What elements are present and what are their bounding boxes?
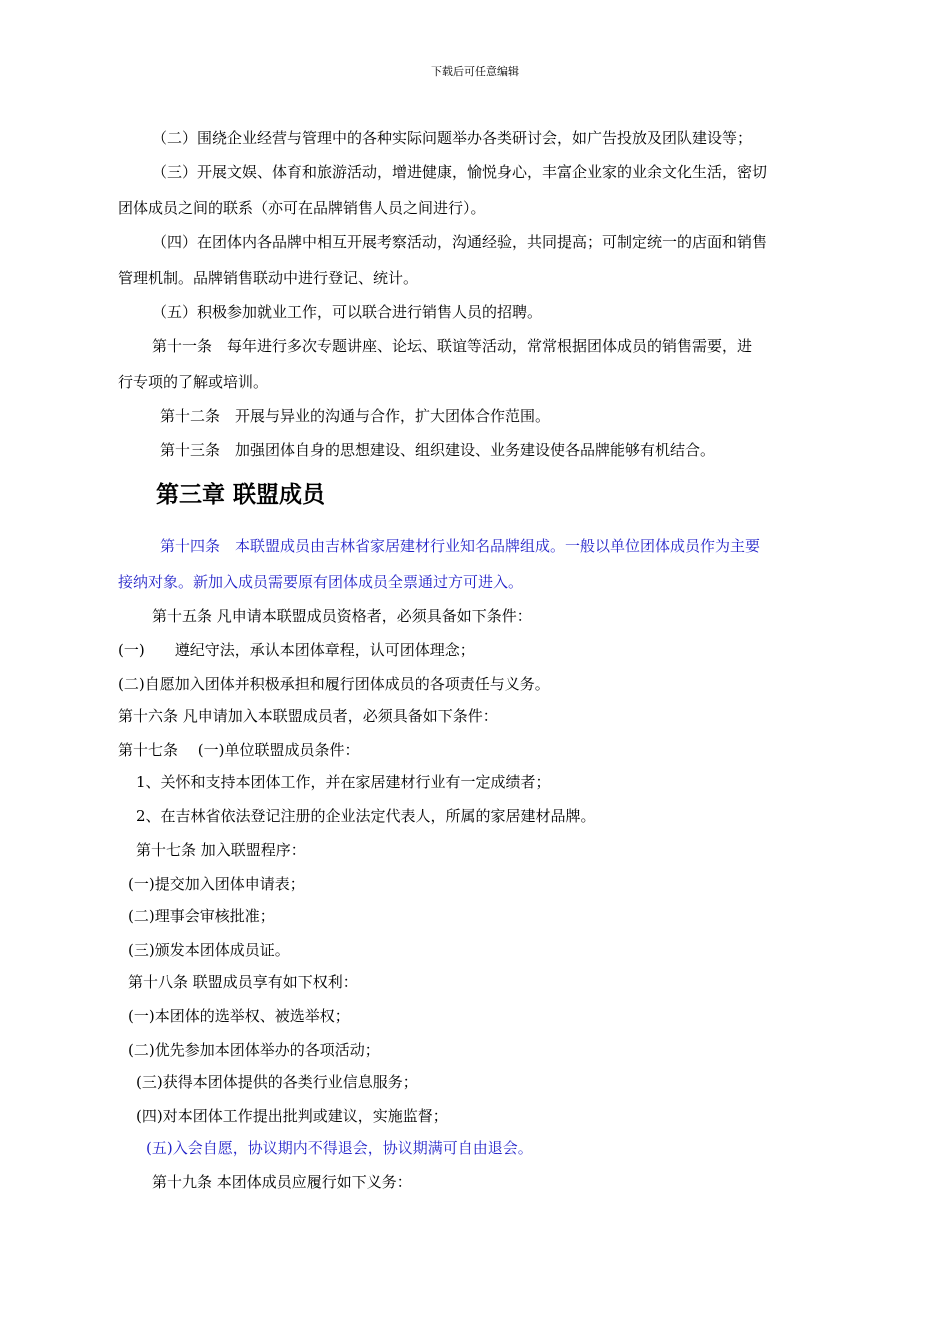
- paragraph-line: 2、在吉林省依法登记注册的企业法定代表人，所属的家居建材品牌。: [136, 807, 596, 825]
- paragraph-line: 1、关怀和支持本团体工作，并在家居建材行业有一定成绩者；: [136, 773, 551, 791]
- paragraph-line: 第十九条 本团体成员应履行如下义务：: [152, 1173, 412, 1191]
- paragraph-line: (五)入会自愿，协议期内不得退会，协议期满可自由退会。: [146, 1139, 533, 1157]
- paragraph-line: 第十二条 开展与异业的沟通与合作，扩大团体合作范围。: [160, 407, 551, 425]
- chapter-heading: 第三章 联盟成员: [156, 482, 326, 508]
- paragraph-line: 第十七条 加入联盟程序：: [136, 841, 306, 859]
- paragraph-line: (二)优先参加本团体举办的各项活动；: [128, 1041, 380, 1059]
- paragraph-line: 接纳对象。新加入成员需要原有团体成员全票通过方可进入。: [118, 573, 524, 591]
- paragraph-line: (一) 遵纪守法，承认本团体章程，认可团体理念；: [118, 641, 475, 659]
- paragraph-line: 第十四条 本联盟成员由吉林省家居建材行业知名品牌组成。一般以单位团体成员作为主要: [160, 537, 761, 555]
- page-header: 下载后可任意编辑: [431, 65, 519, 78]
- paragraph-line: 第十三条 加强团体自身的思想建设、组织建设、业务建设使各品牌能够有机结合。: [160, 441, 716, 459]
- paragraph-line: 第十七条 (一)单位联盟成员条件：: [118, 741, 360, 759]
- paragraph-line: (二)理事会审核批准；: [128, 907, 275, 925]
- paragraph-line: （五）积极参加就业工作，可以联合进行销售人员的招聘。: [152, 303, 543, 321]
- paragraph-line: (三)获得本团体提供的各类行业信息服务；: [136, 1073, 418, 1091]
- paragraph-line: 行专项的了解或培训。: [118, 373, 269, 391]
- paragraph-line: 管理机制。品牌销售联动中进行登记、统计。: [118, 269, 419, 287]
- paragraph-line: （三）开展文娱、体育和旅游活动，增进健康，愉悦身心，丰富企业家的业余文化生活，密切: [152, 163, 768, 181]
- paragraph-line: 第十八条 联盟成员享有如下权利：: [128, 973, 358, 991]
- paragraph-line: 第十六条 凡申请加入本联盟成员者，必须具备如下条件：: [118, 707, 498, 725]
- paragraph-line: （二）围绕企业经营与管理中的各种实际问题举办各类研讨会，如广告投放及团队建设等；: [152, 129, 753, 147]
- paragraph-line: 第十五条 凡申请本联盟成员资格者，必须具备如下条件：: [152, 607, 532, 625]
- paragraph-line: (三)颁发本团体成员证。: [128, 941, 290, 959]
- paragraph-line: 第十一条 每年进行多次专题讲座、论坛、联谊等活动，常常根据团体成员的销售需要，进: [152, 337, 753, 355]
- paragraph-line: (四)对本团体工作提出批判或建议，实施监督；: [136, 1107, 448, 1125]
- paragraph-line: (一)提交加入团体申请表；: [128, 875, 305, 893]
- paragraph-line: （四）在团体内各品牌中相互开展考察活动，沟通经验，共同提高；可制定统一的店面和销售: [152, 233, 768, 251]
- paragraph-line: (一)本团体的选举权、被选举权；: [128, 1007, 350, 1025]
- paragraph-line: (二)自愿加入团体并积极承担和履行团体成员的各项责任与义务。: [118, 675, 550, 693]
- paragraph-line: 团体成员之间的联系（亦可在品牌销售人员之间进行）。: [118, 199, 486, 217]
